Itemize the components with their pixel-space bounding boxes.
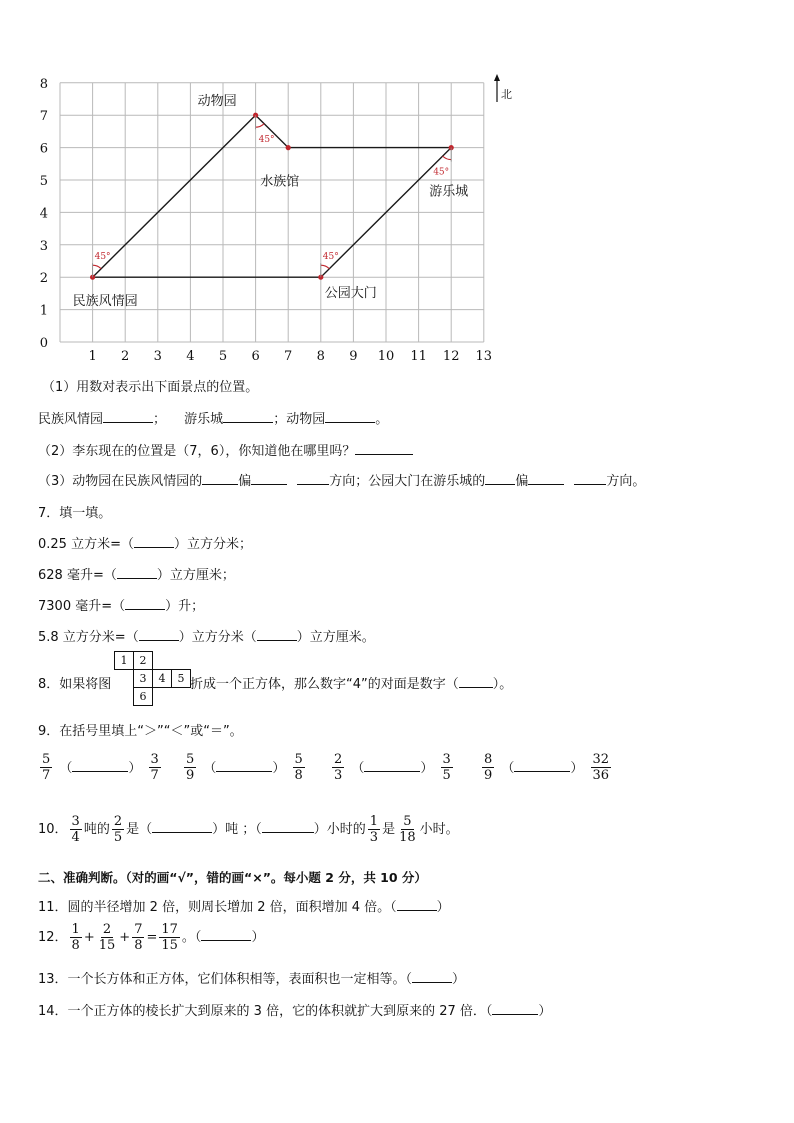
- answer-blank-angle2[interactable]: [574, 483, 606, 485]
- q13: [38, 968, 465, 987]
- q6-part3: [38, 470, 645, 489]
- denominator: 18: [399, 830, 416, 845]
- x-tick-label: 11: [410, 349, 427, 364]
- q8-suffix: [190, 673, 512, 692]
- numerator: 32: [592, 752, 610, 767]
- q10-text-5: 是: [382, 822, 396, 837]
- q7-line3-text-a: 7300 毫升=（: [38, 599, 126, 614]
- numerator: 2: [113, 814, 123, 829]
- net-cell-4: 4: [152, 669, 172, 688]
- q7-line4-text-b: ）立方分米（: [178, 630, 257, 645]
- q9-pair-3: [330, 752, 455, 783]
- denominator: 15: [161, 938, 178, 953]
- q9-pair-2: [182, 752, 307, 783]
- fraction: [112, 814, 124, 845]
- angle-arc: [256, 124, 265, 128]
- answer-blank-q9-1[interactable]: [72, 770, 128, 772]
- fraction: [397, 814, 418, 845]
- paren-open: （: [203, 761, 217, 776]
- q13-close: ）: [452, 972, 466, 987]
- fraction: [132, 922, 144, 953]
- x-tick-label: 5: [218, 349, 228, 364]
- answer-blank-dir1[interactable]: [202, 483, 238, 485]
- net-cell-5: 5: [171, 669, 191, 688]
- numerator: 2: [102, 922, 112, 937]
- paren-close: ）: [570, 761, 584, 776]
- answer-blank-q7-4a[interactable]: [139, 639, 179, 641]
- fraction: [368, 814, 380, 845]
- y-tick-label: 4: [39, 206, 48, 222]
- x-tick-label: 2: [121, 349, 130, 364]
- q8-end: ）。: [492, 677, 513, 692]
- q10-text-6: 小时。: [419, 822, 459, 837]
- paren-open: （: [351, 761, 365, 776]
- answer-blank-q7-2[interactable]: [117, 577, 157, 579]
- q12-open: 。（: [181, 930, 202, 945]
- q10-label: 10．: [38, 822, 68, 837]
- answer-blank-q7-3[interactable]: [125, 608, 165, 610]
- numerator: 1: [369, 814, 379, 829]
- denominator: 5: [442, 768, 451, 783]
- q6-part3-text-b: 偏: [238, 474, 252, 489]
- angle-label: 45°: [258, 135, 275, 146]
- angle-arc: [321, 265, 330, 269]
- q11-close: ）: [436, 900, 450, 915]
- fraction: [97, 922, 118, 953]
- place-point: [286, 145, 291, 150]
- coordinate-grid-figure: [0, 70, 540, 370]
- q7-line2: [38, 564, 235, 583]
- x-tick-label: 6: [251, 349, 260, 364]
- paren-open: （: [501, 761, 515, 776]
- y-tick-label: 7: [39, 109, 48, 125]
- numerator: 3: [150, 752, 159, 767]
- x-tick-label: 1: [88, 349, 97, 364]
- q7-line3-text-b: ）升；: [165, 599, 205, 614]
- place-label: 水族馆: [260, 174, 300, 190]
- fraction: [159, 922, 180, 953]
- section-2-title: 二、准确判断。（对的画“√”，错的画“×”。每小题 2 分，共 10 分）: [38, 870, 427, 885]
- answer-blank-q6-part2[interactable]: [355, 453, 413, 455]
- x-tick-label: 9: [349, 349, 358, 364]
- numerator: 7: [134, 922, 143, 937]
- equals-sign: =: [146, 930, 158, 945]
- answer-blank-q10-1[interactable]: [152, 831, 212, 833]
- numerator: 3: [71, 814, 80, 829]
- numerator: 8: [484, 752, 493, 767]
- q6-part3-text-a: （3）动物园在民族风情园的: [38, 474, 203, 489]
- grid-axis-labels: [40, 77, 492, 364]
- q7-line3: [38, 595, 204, 614]
- fraction: [149, 752, 161, 783]
- q6-part3-text-d: 偏: [515, 474, 529, 489]
- y-tick-label: 1: [39, 303, 48, 319]
- north-arrowhead-icon: [494, 74, 500, 81]
- q7-line1-text-a: 0.25 立方米=（: [38, 537, 134, 552]
- q11: [38, 896, 450, 915]
- q9-title: 9．在括号里填上“＞”“＜”或“＝”。: [38, 724, 243, 739]
- numerator: 5: [403, 814, 412, 829]
- q9-pair-1: [38, 752, 163, 783]
- answer-blank-q7-4b[interactable]: [257, 639, 297, 641]
- y-tick-label: 6: [39, 141, 48, 157]
- denominator: 15: [98, 938, 116, 953]
- answer-blank-q9-4[interactable]: [514, 770, 570, 772]
- denominator: 3: [369, 830, 379, 845]
- plus-sign: +: [119, 930, 131, 945]
- fraction: [184, 752, 196, 783]
- q7-line1-text-b: ）立方分米；: [173, 537, 252, 552]
- q8-prefix: 8．如果将图: [38, 677, 112, 692]
- place-label: 公园大门: [324, 286, 377, 302]
- q9-pair-4: [480, 752, 613, 783]
- answer-blank-q9-2[interactable]: [216, 770, 272, 772]
- answer-blank-q9-3[interactable]: [364, 770, 420, 772]
- north-label: 北: [501, 88, 512, 101]
- q10-text-3: ）吨 ；（: [212, 822, 262, 837]
- north-indicator: [494, 74, 512, 102]
- plus-sign: +: [83, 930, 95, 945]
- denominator: 8: [294, 768, 303, 783]
- q11-text: 11．圆的半径增加 2 倍，则周长增加 2 倍，面积增加 4 倍。（: [38, 900, 397, 915]
- answer-blank-q10-2[interactable]: [262, 831, 314, 833]
- q7-line4-text-a: 5.8 立方分米=（: [38, 630, 139, 645]
- angle-label: 45°: [94, 252, 111, 263]
- fraction: [332, 752, 344, 783]
- denominator: 5: [113, 830, 123, 845]
- q14: [38, 1000, 551, 1019]
- angle-arc: [443, 156, 452, 160]
- net-cell-2: 2: [133, 651, 153, 670]
- answer-blank-q12[interactable]: [201, 939, 251, 941]
- denominator: 7: [42, 768, 51, 783]
- q6-part1-answers: [38, 408, 388, 427]
- fraction: [441, 752, 453, 783]
- fraction: [70, 922, 82, 953]
- q12-label: 12．: [38, 930, 68, 945]
- angle-label: 45°: [322, 252, 339, 263]
- x-tick-label: 3: [153, 349, 162, 364]
- q7-line2-text-b: ）立方厘米；: [156, 568, 235, 583]
- denominator: 36: [592, 768, 610, 783]
- place-label: 游乐城: [429, 184, 469, 200]
- numerator: 1: [71, 922, 80, 937]
- x-tick-label: 7: [284, 349, 293, 364]
- net-cell-3: 3: [133, 669, 153, 688]
- q6-part3-text-c: 方向；公园大门在游乐城的: [329, 474, 486, 489]
- numerator: 5: [42, 752, 51, 767]
- denominator: 7: [150, 768, 159, 783]
- paren-close: ）: [420, 761, 434, 776]
- answer-blank-q11[interactable]: [397, 909, 437, 911]
- answer-blank-minzu[interactable]: [103, 421, 153, 423]
- paren-close: ）: [272, 761, 286, 776]
- fraction: [591, 752, 612, 783]
- x-tick-label: 13: [475, 349, 493, 364]
- place-label-minzu: 民族风情园: [38, 412, 104, 427]
- q13-text: 13．一个长方体和正方体，它们体积相等，表面积也一定相等。（: [38, 972, 413, 987]
- q7-line4-text-c: ）立方厘米。: [296, 630, 375, 645]
- denominator: 8: [134, 938, 143, 953]
- answer-blank-dongwu[interactable]: [325, 421, 375, 423]
- denominator: 9: [186, 768, 195, 783]
- angle-marks: [93, 115, 452, 277]
- answer-blank-q7-1[interactable]: [134, 546, 174, 548]
- q14-close: ）: [538, 1004, 552, 1019]
- origin-label: 0: [39, 336, 48, 351]
- x-tick-label: 4: [186, 349, 195, 364]
- answer-blank-youle[interactable]: [223, 421, 273, 423]
- numerator: 5: [294, 752, 303, 767]
- fraction: [40, 752, 52, 783]
- net-cell-1: 1: [114, 651, 134, 670]
- answer-blank-angle1[interactable]: [297, 483, 329, 485]
- q6-part2-prompt: （2）李东现在的位置是（7，6），你知道他在哪里吗？: [38, 444, 356, 459]
- period: 。: [375, 412, 389, 427]
- q14-text: 14．一个正方体的棱长扩大到原来的 3 倍，它的体积就扩大到原来的 27 倍．（: [38, 1004, 493, 1019]
- q7-line2-text-a: 628 毫升=（: [38, 568, 117, 583]
- numerator: 2: [334, 752, 343, 767]
- q10-text-4: ）小时的: [313, 822, 366, 837]
- answer-blank-q14[interactable]: [492, 1013, 538, 1015]
- q10: [38, 814, 459, 845]
- fraction: [482, 752, 494, 783]
- x-tick-label: 10: [377, 349, 395, 364]
- place-label-dongwu: ；动物园: [273, 412, 326, 427]
- y-tick-label: 3: [39, 238, 48, 254]
- answer-blank-dir4[interactable]: [528, 483, 564, 485]
- fraction: [70, 814, 82, 845]
- denominator: 4: [71, 830, 80, 845]
- place-label: 动物园: [197, 94, 237, 110]
- cube-net-figure: [114, 651, 194, 705]
- answer-blank-q8[interactable]: [459, 686, 493, 688]
- place-label-youle: 游乐城: [184, 412, 224, 427]
- paren-open: （: [59, 761, 73, 776]
- separator: ；: [153, 412, 167, 427]
- numerator: 17: [161, 922, 178, 937]
- angle-label: 45°: [433, 167, 450, 178]
- q8-suffix-text: 折成一个正方体，那么数字“4”的对面是数字（: [190, 677, 459, 692]
- denominator: 3: [334, 768, 343, 783]
- paren-close: ）: [128, 761, 142, 776]
- numerator: 3: [442, 752, 451, 767]
- place-label: 民族风情园: [72, 294, 138, 310]
- denominator: 8: [71, 938, 80, 953]
- q7-line4: [38, 626, 375, 645]
- q6-part1-prompt: （1）用数对表示出下面景点的位置。: [42, 380, 259, 395]
- fraction: [293, 752, 305, 783]
- x-tick-label: 12: [442, 349, 460, 364]
- answer-blank-dir2[interactable]: [251, 483, 287, 485]
- q7-line1: [38, 533, 252, 552]
- denominator: 9: [484, 768, 493, 783]
- q7-title: 7．填一填。: [38, 506, 112, 521]
- q12-close: ）: [251, 930, 265, 945]
- x-tick-label: 8: [316, 349, 325, 364]
- answer-blank-q13[interactable]: [412, 981, 452, 983]
- q12: [38, 922, 264, 953]
- answer-blank-dir3[interactable]: [485, 483, 515, 485]
- q10-text-2: 是（: [126, 822, 153, 837]
- y-tick-label: 8: [39, 76, 48, 92]
- q6-part3-text-e: 方向。: [606, 474, 646, 489]
- y-tick-label: 2: [39, 271, 48, 287]
- q6-part2: [38, 440, 413, 459]
- net-cell-6: 6: [133, 687, 153, 706]
- numerator: 5: [186, 752, 195, 767]
- q10-text-1: 吨的: [83, 822, 110, 837]
- angle-arc: [93, 265, 102, 269]
- y-tick-label: 5: [39, 174, 48, 189]
